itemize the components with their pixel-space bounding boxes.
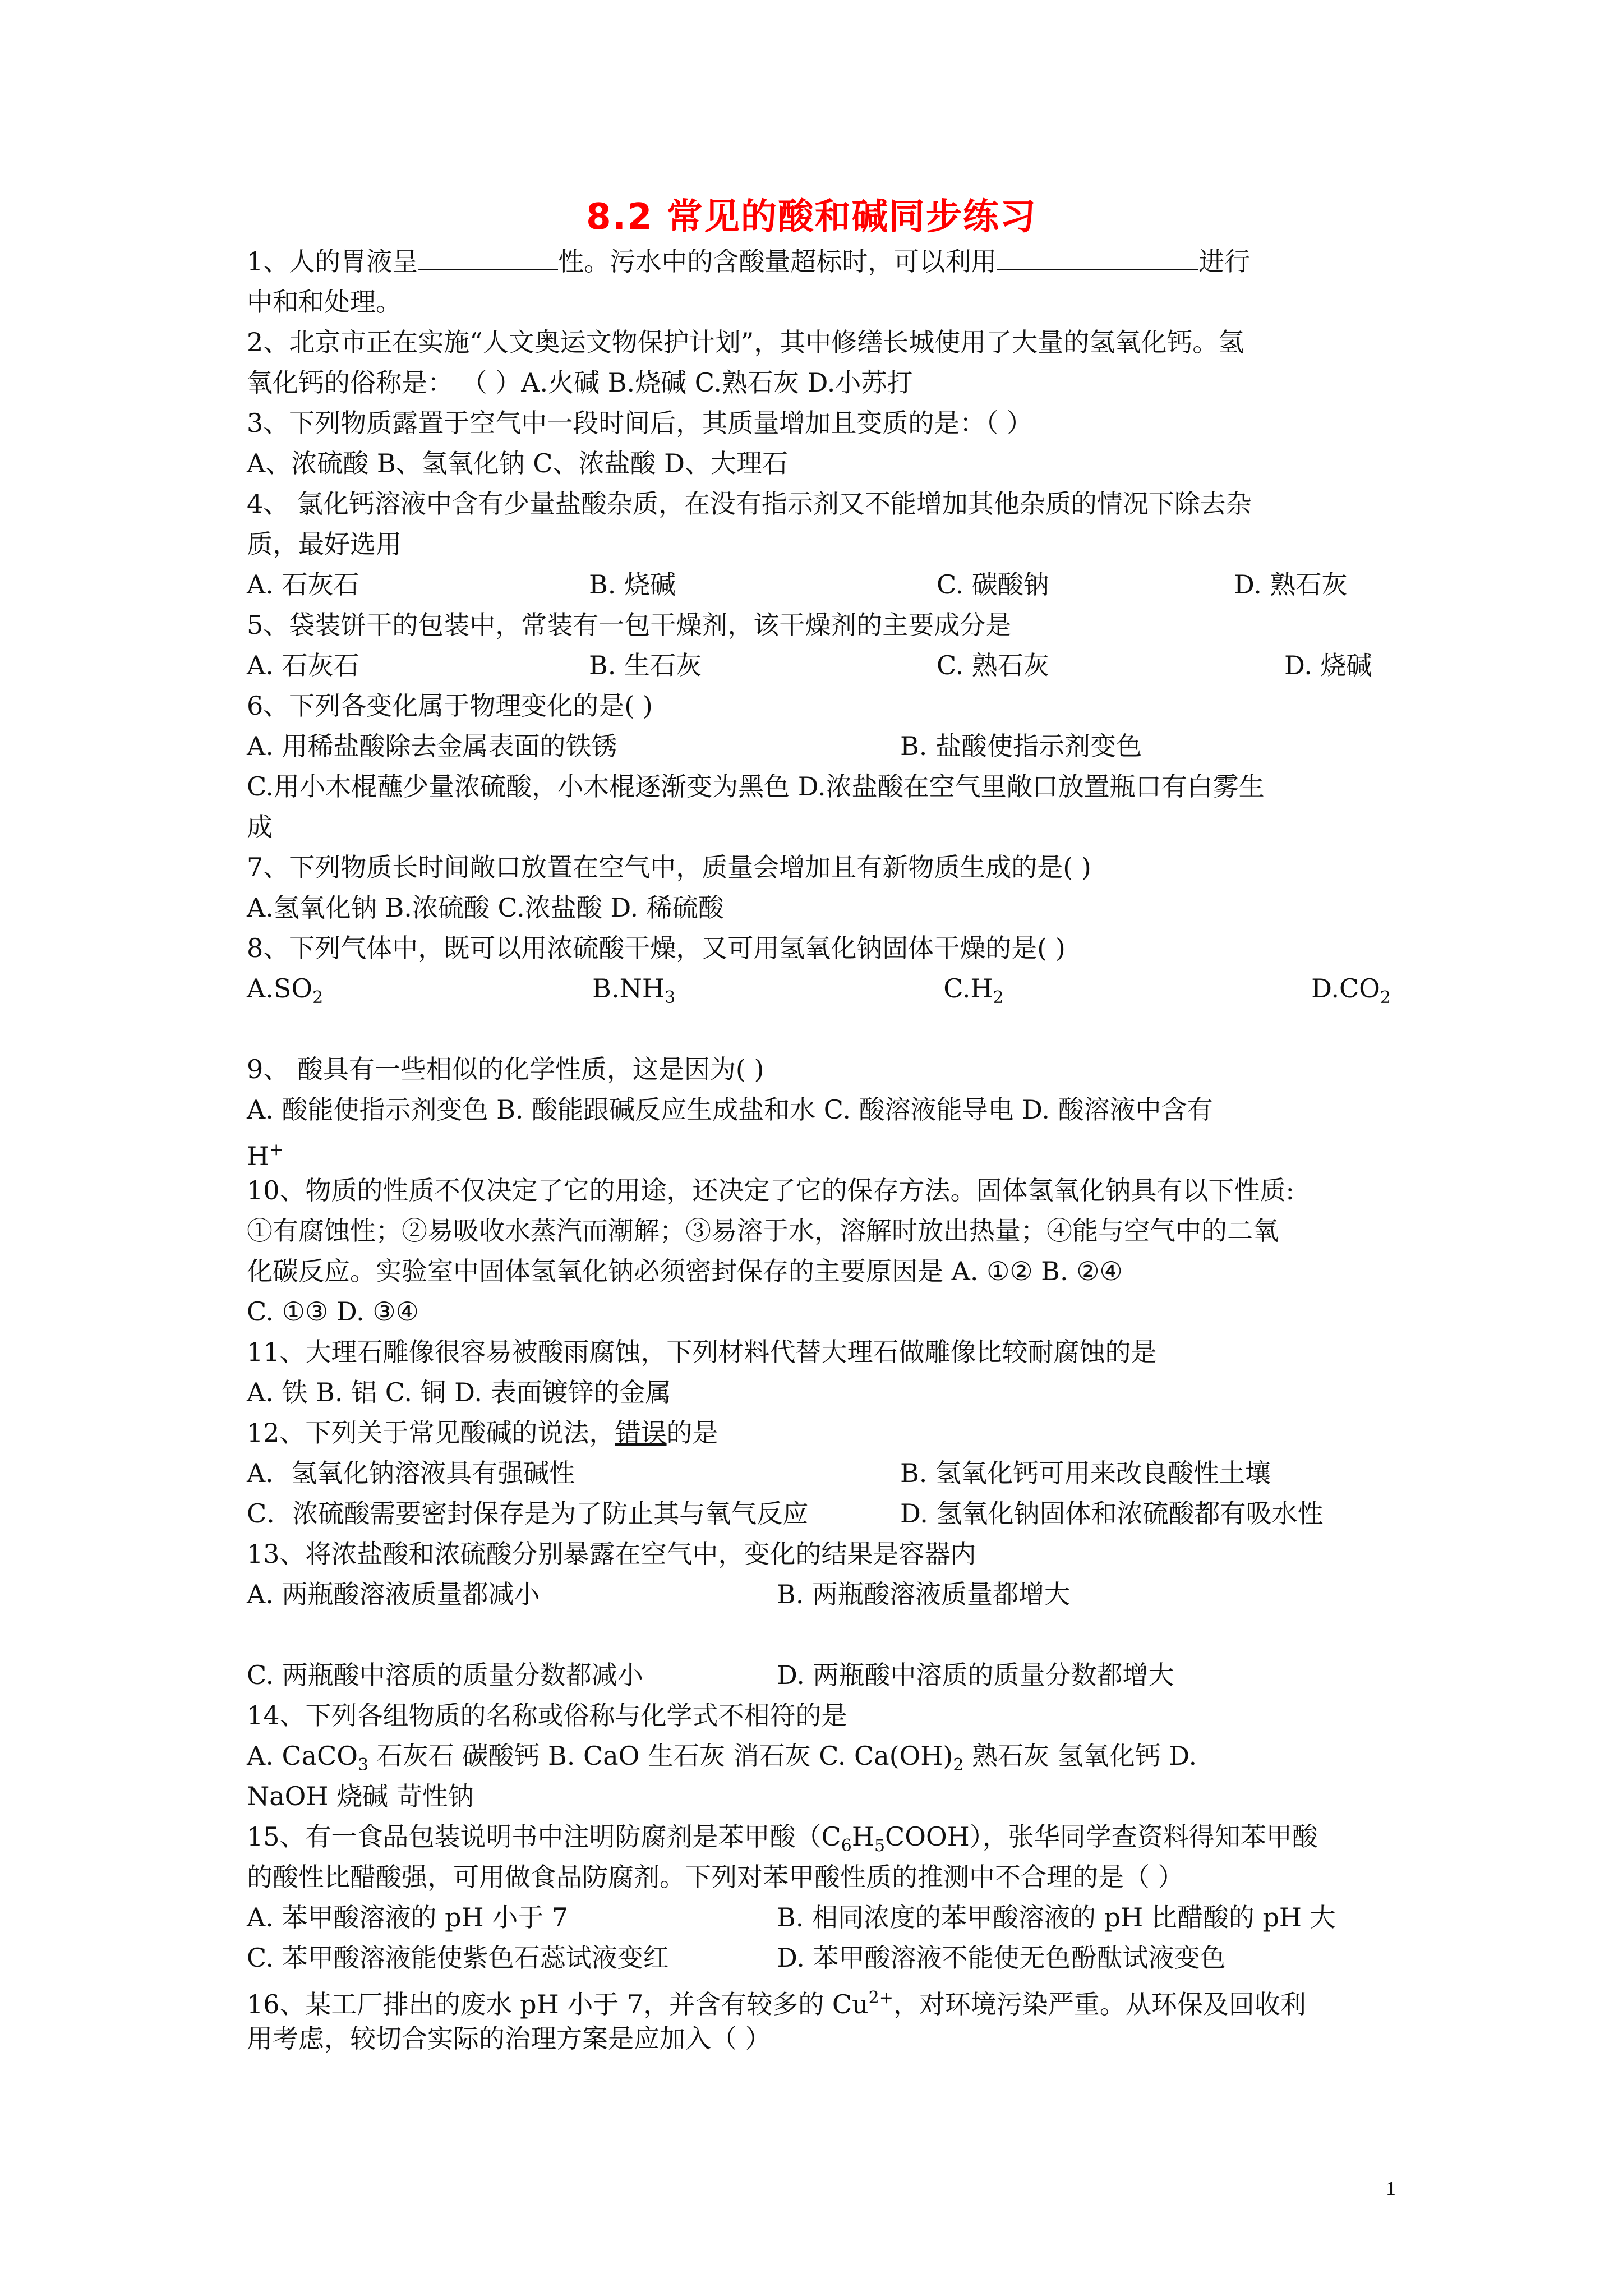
option-a: A. 石灰石 — [247, 569, 359, 600]
question-4-options — [247, 564, 1391, 605]
answer-blank — [997, 241, 1198, 270]
option-d: $D.CO_2$ — [1311, 973, 1391, 1007]
question-14-options: A. CaCO$_3$ 石灰石 碳酸钙 B. CaO 生石灰 消石灰 C. $Ca(OH)_2$ 熟石灰 氢氧化钙 D. — [247, 1741, 1197, 1775]
question-11: 11、大理石雕像很容易被酸雨腐蚀，下列材料代替大理石做雕像比较耐腐蚀的是 — [247, 1337, 1157, 1367]
question-9-options: A. 酸能使指示剂变色 B. 酸能跟碱反应生成盐和水 C. 酸溶液能导电 D. 酸溶液中含有 — [247, 1094, 1213, 1125]
question-1-line-2: 中和和处理。 — [247, 287, 402, 317]
question-10-line-4: C. ①③ D. ③④ — [247, 1296, 419, 1327]
question-10-line-2: ①有腐蚀性；②易吸收水蒸汽而潮解；③易溶于水，溶解时放出热量；④能与空气中的二氧 — [247, 1216, 1279, 1246]
question-15-line-2: 的酸性比醋酸强，可用做食品防腐剂。下列对苯甲酸性质的推测中不合理的是（ ） — [247, 1862, 1184, 1892]
option-d: D. 两瓶酸中溶质的质量分数都增大 — [777, 1660, 1174, 1690]
question-5-options — [247, 645, 1391, 685]
option-a: A. 用稀盐酸除去金属表面的铁锈 — [247, 731, 617, 761]
question-list — [247, 241, 1391, 2059]
option-a: A. 苯甲酸溶液的 pH 小于 7 — [247, 1902, 569, 1932]
question-8: 8、下列气体中，既可以用浓硫酸干燥，又可用氢氧化钠固体干燥的是( ) — [247, 933, 1066, 963]
question-11-options: A. 铁 B. 铝 C. 铜 D. 表面镀锌的金属 — [247, 1377, 671, 1407]
q1-text-b: 性。污水中的含酸量超标时，可以利用 — [558, 246, 997, 277]
question-10-line-3: 化碳反应。实验室中固体氢氧化钠必须密封保存的主要原因是 A. ①② B. ②④ — [247, 1256, 1123, 1286]
question-13-options-cd — [247, 1655, 1391, 1695]
question-2: 2、北京市正在实施“人文奥运文物保护计划”，其中修缮长城使用了大量的氢氧化钙。氢 — [247, 327, 1244, 357]
option-b: B. 两瓶酸溶液质量都增大 — [777, 1579, 1071, 1609]
question-7-options: A.氢氧化钠 B.浓硫酸 C.浓盐酸 D. 稀硫酸 — [247, 892, 724, 923]
option-b: $B.NH_3$ — [592, 973, 676, 1007]
option-d: D. 熟石灰 — [1234, 569, 1348, 600]
question-9: 9、 酸具有一些相似的化学性质，这是因为( ) — [247, 1054, 764, 1084]
question-4: 4、 氯化钙溶液中含有少量盐酸杂质，在没有指示剂又不能增加其他杂质的情况下除去杂 — [247, 489, 1252, 519]
question-12-options-ab — [247, 1453, 1391, 1493]
q1-text-c: 进行 — [1198, 246, 1251, 277]
question-3-options: A、浓硫酸 B、氢氧化钠 C、浓盐酸 D、大理石 — [247, 448, 788, 478]
question-3: 3、下列物质露置于空气中一段时间后，其质量增加且变质的是：（ ） — [247, 408, 1032, 438]
option-b: B. 生石灰 — [589, 650, 702, 680]
underlined-word: 错误 — [615, 1418, 667, 1448]
question-4-line-2: 质，最好选用 — [247, 529, 402, 559]
question-6-line-4: 成 — [247, 812, 273, 842]
question-13-options-ab — [247, 1574, 1391, 1614]
page-title: 8.2 常见的酸和碱同步练习 — [586, 196, 1037, 238]
option-c: C．浓硫酸需要密封保存是为了防止其与氧气反应 — [247, 1498, 809, 1529]
question-10: 10、物质的性质不仅决定了它的用途，还决定了它的保存方法。固体氢氧化钠具有以下性质: — [247, 1175, 1295, 1205]
question-1 — [247, 241, 1391, 282]
question-6-options-cd: C.用小木棍蘸少量浓硫酸，小木棍逐渐变为黑色 D.浓盐酸在空气里敞口放置瓶口有白雾生 — [247, 771, 1265, 802]
option-c: C. 苯甲酸溶液能使紫色石蕊试液变红 — [247, 1943, 669, 1973]
q1-text-a: 1、人的胃液呈 — [247, 246, 418, 277]
option-c: C. 碳酸钠 — [937, 569, 1049, 600]
question-8-options — [247, 968, 1391, 1009]
option-a: A．氢氧化钠溶液具有强碱性 — [247, 1458, 575, 1488]
spacer — [247, 1614, 1391, 1655]
question-15-options-cd — [247, 1938, 1391, 1978]
question-7: 7、下列物质长时间敞口放置在空气中，质量会增加且有新物质生成的是( ) — [247, 852, 1091, 882]
option-b: B. 相同浓度的苯甲酸溶液的 pH 比醋酸的 pH 大 — [777, 1902, 1336, 1932]
question-13: 13、将浓盐酸和浓硫酸分别暴露在空气中，变化的结果是容器内 — [247, 1539, 976, 1569]
question-12-options-cd — [247, 1493, 1391, 1534]
question-2-options: 氧化钙的俗称是： （ ）A.火碱 B.烧碱 C.熟石灰 D.小苏打 — [247, 367, 913, 398]
option-c: C. 两瓶酸中溶质的质量分数都减小 — [247, 1660, 643, 1690]
question-15: 15、有一食品包装说明书中注明防腐剂是苯甲酸$(C_6H_5COOH)$，张华同学查资料得知苯甲酸 — [247, 1821, 1318, 1856]
option-a: A. 石灰石 — [247, 650, 359, 680]
question-16: 16、某工厂排出的废水 pH 小于 7，并含有较多的 $Cu^{2+}$，对环境污染严重。从环保及回收利 — [247, 1988, 1306, 2019]
option-c: C. 熟石灰 — [937, 650, 1049, 680]
option-d: D. 烧碱 — [1284, 650, 1372, 680]
question-5: 5、袋装饼干的包装中，常装有一包干燥剂，该干燥剂的主要成分是 — [247, 610, 1012, 640]
option-a: $A.SO_2$ — [247, 973, 324, 1007]
option-a: A. 两瓶酸溶液质量都减小 — [247, 1579, 540, 1609]
option-b: B. 烧碱 — [589, 569, 676, 600]
question-6-options-ab — [247, 726, 1391, 766]
spacer — [247, 1009, 1391, 1049]
answer-blank — [418, 241, 558, 270]
question-15-options-ab — [247, 1897, 1391, 1938]
page-number: 1 — [1386, 2177, 1396, 2200]
option-b: B. 氢氧化钙可用来改良酸性土壤 — [900, 1458, 1271, 1488]
question-14-line-3: NaOH 烧碱 苛性钠 — [247, 1781, 474, 1811]
option-d: D. 苯甲酸溶液不能使无色酚酞试液变色 — [777, 1943, 1226, 1973]
question-12: 12、下列关于常见酸碱的说法，错误的是 — [247, 1418, 718, 1448]
question-16-line-2: 用考虑，较切合实际的治理方案是应加入（ ） — [247, 2023, 771, 2054]
question-6: 6、下列各变化属于物理变化的是( ) — [247, 691, 653, 721]
option-b: B. 盐酸使指示剂变色 — [900, 731, 1142, 761]
question-14: 14、下列各组物质的名称或俗称与化学式不相符的是 — [247, 1700, 847, 1731]
question-9-line-3: H+ — [247, 1140, 284, 1171]
option-c: $C.H_2$ — [943, 973, 1004, 1007]
option-d: D. 氢氧化钠固体和浓硫酸都有吸水性 — [900, 1498, 1324, 1529]
